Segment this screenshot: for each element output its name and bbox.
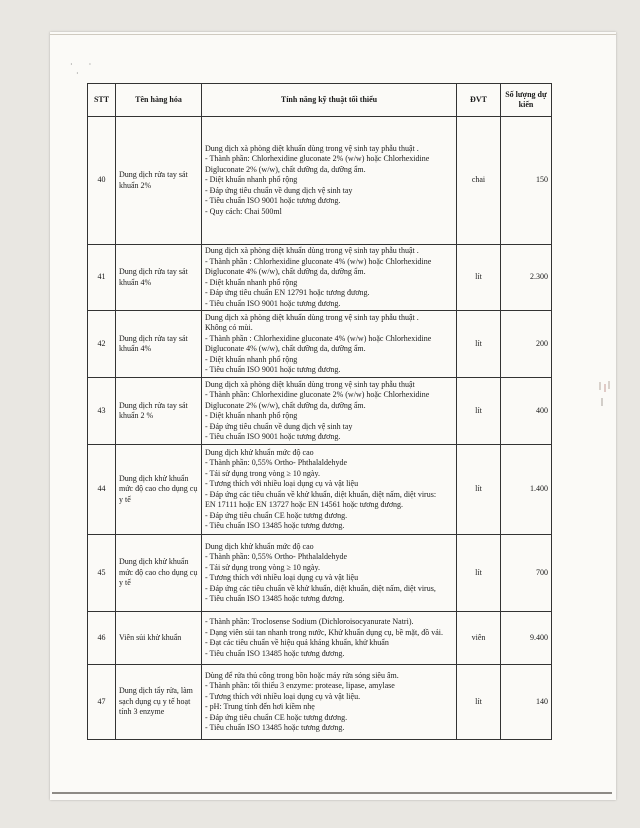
row-item-name: Dung dịch khử khuẩn mức độ cao cho dụng cụ y tế [116,445,202,535]
table-row [88,612,552,665]
row-item-name: Dung dịch rửa tay sát khuẩn 2 % [116,378,202,445]
spec-line: Dung dịch xà phòng diệt khuẩn dùng trong vệ sinh tay phẫu thuật . [205,312,419,322]
header-name: Tên hàng hóa [116,84,202,117]
row-quantity: 200 [501,311,552,378]
spec-line: - Đáp ứng tiêu chuẩn CE hoặc tương đương. [205,510,348,520]
spec-line: - Đáp ứng tiêu chuẩn về dung dịch vệ sinh tay [205,421,353,431]
spec-line: - Tương thích với nhiều loại dụng cụ và vật liệu. [205,691,361,701]
spec-line: - Tiêu chuẩn ISO 9001 hoặc tương đương. [205,298,341,308]
row-item-name: Dung dịch rửa tay sát khuẩn 4% [116,245,202,311]
spec-line: - Thành phần : Chlorhexidine gluconate 4% (w/w) hoặc Chlorhexidine [205,333,432,343]
spec-line: - Tiêu chuẩn ISO 13485 hoặc tương đương. [205,521,345,530]
row-quantity: 9.400 [501,612,552,665]
spec-line: - Thành phần : Chlorhexidine gluconate 4% (w/w) hoặc Chlorhexidine [205,256,432,266]
spec-line: Không có mùi. [205,323,253,332]
table-row [88,665,552,740]
spec-line: - Đáp ứng tiêu chuẩn về dung dịch vệ sinh tay [205,185,353,195]
spec-line: Dung dịch xà phòng diệt khuẩn dùng trong vệ sinh tay phẫu thuật . [205,246,419,255]
row-unit: lít [457,311,501,378]
table-row [88,117,552,245]
row-unit: lít [457,378,501,445]
spec-line: Dung dịch khử khuẩn mức độ cao [205,447,314,457]
row-unit: chai [457,117,501,245]
spec-line: - Diệt khuẩn nhanh phổ rộng [205,354,298,364]
row-stt: 40 [88,117,116,245]
row-stt: 41 [88,245,116,311]
row-item-name: Dung dịch khử khuẩn mức độ cao cho dụng cụ y tế [116,535,202,612]
row-quantity: 700 [501,535,552,612]
row-spec [202,445,457,535]
spec-line: - Tiêu chuẩn ISO 13485 hoặc tương đương. [205,594,345,603]
header-unit: ĐVT [457,84,501,117]
row-quantity: 150 [501,117,552,245]
row-item-name: Dung dịch tẩy rửa, làm sạch dụng cụ y tế hoạt tính 3 enzyme [116,665,202,740]
spec-line: - Tiêu chuẩn ISO 9001 hoặc tương đương. [205,196,341,206]
row-item-name: Viên sủi khử khuẩn [116,612,202,665]
header-stt: STT [88,84,116,117]
row-item-name: Dung dịch rửa tay sát khuẩn 2% [116,117,202,245]
row-unit: lít [457,445,501,535]
spec-line: - Đáp ứng các tiêu chuẩn về khử khuẩn, diệt khuẩn, diệt nấm, diệt virus, [205,583,436,593]
spec-line: - Đáp ứng các tiêu chuẩn về khử khuẩn, diệt khuẩn, diệt nấm, diệt virus: [205,489,437,499]
spec-line: - Thành phần: Chlorhexidine gluconate 2% (w/w) hoặc Chlorhexidine [205,154,430,164]
row-spec [202,665,457,740]
spec-line: Digluconate 2% (w/w), chất dưỡng da, dưỡng ẩm. [205,164,366,174]
row-stt: 46 [88,612,116,665]
row-stt: 42 [88,311,116,378]
row-stt: 43 [88,378,116,445]
table-row [88,445,552,535]
row-spec [202,117,457,245]
row-quantity: 2.300 [501,245,552,311]
spec-line: Digluconate 4% (w/w), chất dưỡng da, dưỡng ẩm. [205,344,366,353]
spec-line: Dung dịch xà phòng diệt khuẩn dùng trong vệ sinh tay phẫu thuật . [205,143,419,153]
header-spec: Tính năng kỹ thuật tối thiểu [202,84,457,117]
spec-line: - Quy cách: Chai 500ml [205,206,282,216]
spec-line: - pH: Trung tính đến hơi kiềm nhẹ [205,702,315,711]
spec-line: - Tiêu chuẩn ISO 9001 hoặc tương đương. [205,365,341,374]
row-spec [202,378,457,445]
row-stt: 45 [88,535,116,612]
spec-line: Digluconate 4% (w/w), chất dưỡng da, dưỡng ẩm. [205,267,366,276]
spec-line: Digluconate 2% (w/w), chất dưỡng da, dưỡng ẩm. [205,400,366,410]
row-stt: 44 [88,445,116,535]
spec-line: - Đáp ứng tiêu chuẩn EN 12791 hoặc tương đương. [205,288,370,297]
table-row [88,535,552,612]
spec-line: - Diệt khuẩn nhanh phổ rộng [205,411,298,420]
row-unit: lít [457,535,501,612]
spec-line: - Thành phần: Chlorhexidine gluconate 2% (w/w) hoặc Chlorhexidine [205,390,430,399]
spec-line: - Đáp ứng tiêu chuẩn CE hoặc tương đương. [205,712,348,722]
spec-line: - Tương thích với nhiều loại dụng cụ và vật liệu [205,479,359,488]
spec-line: - Tiêu chuẩn ISO 9001 hoặc tương đương. [205,432,341,441]
spec-line: Dùng để rửa thủ công trong bồn hoặc máy rửa sóng siêu âm. [205,670,399,680]
row-quantity: 140 [501,665,552,740]
table-row [88,378,552,445]
spec-line: Dung dịch xà phòng diệt khuẩn dùng trong vệ sinh tay phẫu thuật [205,379,415,389]
spec-line: - Tiêu chuẩn ISO 13485 hoặc tương đương. [205,723,345,732]
spec-line: - Tương thích với nhiều loại dụng cụ và vật liệu [205,573,359,582]
row-item-name: Dung dịch rửa tay sát khuẩn 4% [116,311,202,378]
margin-mark [596,380,616,410]
specification-table [87,83,552,740]
scan-specks: · · · [70,60,92,78]
spec-line: - Thành phần: 0,55% Ortho- Phthalaldehyde [205,458,348,467]
row-stt: 47 [88,665,116,740]
spec-line: - Tiêu chuẩn ISO 13485 hoặc tương đương. [205,648,345,658]
spec-line: - Thành phần: tối thiểu 3 enzyme: protease, lipase, amylase [205,681,395,690]
spec-line: - Dạng viên sủi tan nhanh trong nước, Khử khuẩn dụng cụ, bề mặt, đồ vải. [205,627,443,637]
spec-line: - Diệt khuẩn nhanh phổ rộng [205,175,298,185]
row-unit: viên [457,612,501,665]
row-quantity: 1.400 [501,445,552,535]
spec-line: - Thành phần: Troclosense Sodium (Dichloroisocyanurate Natri). [205,617,414,626]
row-spec [202,535,457,612]
spec-line: Dung dịch khử khuẩn mức độ cao [205,541,314,551]
spec-line: EN 17111 hoặc EN 13727 hoặc EN 14561 hoặc tương đương. [205,500,404,509]
header-qty: Số lượng dự kiến [501,84,552,117]
row-unit: lít [457,665,501,740]
row-unit: lít [457,245,501,311]
spec-line: - Tái sử dụng trong vòng ≥ 10 ngày. [205,468,320,478]
row-spec [202,311,457,378]
row-quantity: 400 [501,378,552,445]
row-spec [202,245,457,311]
page-top-edge [50,34,616,35]
spec-line: - Tái sử dụng trong vòng ≥ 10 ngày. [205,562,320,572]
spec-line: - Diệt khuẩn nhanh phổ rộng [205,277,298,287]
spec-line: - Thành phần: 0,55% Ortho- Phthalaldehyde [205,552,348,561]
table-header-row [88,84,552,117]
table-row [88,245,552,311]
table-row [88,311,552,378]
row-spec [202,612,457,665]
spec-line: - Đạt các tiêu chuẩn về hiệu quả kháng khuẩn, khử khuẩn [205,638,389,647]
page-bottom-edge [52,792,612,794]
